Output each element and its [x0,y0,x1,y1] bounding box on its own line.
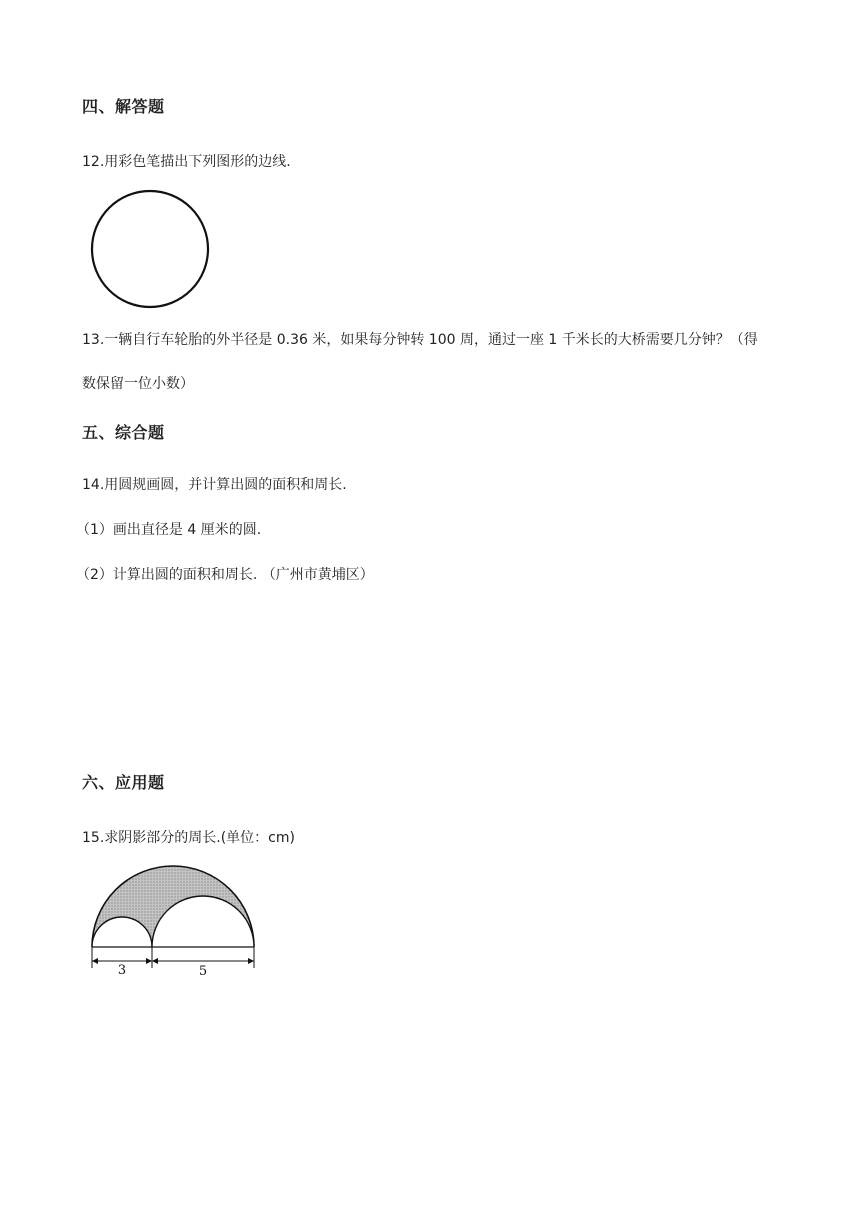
section-heading-4: 四、解答题 [82,97,165,116]
dim-label-small: 3 [117,963,127,978]
section-heading-5: 五、综合题 [82,423,165,442]
dim-arrow-mid-left [146,958,152,964]
question-13 [82,318,782,406]
dim-arrow-mid-right [152,958,158,964]
circle-outline [92,191,208,307]
question-13-line2: 数保留一位小数） [82,376,194,392]
question-14-sub2: （2）计算出圆的面积和周长. （广州市黄埔区） [76,567,374,583]
question-14-sub1: （1）画出直径是 4 厘米的圆. [76,522,262,538]
question-15-text: 15.求阴影部分的周长.(单位：cm) [82,830,295,846]
section-heading-6: 六、应用题 [82,773,165,792]
semicircles-figure [84,860,264,985]
dim-label-large: 5 [198,964,208,979]
circle-figure [86,187,214,311]
dim-arrow-left [92,958,98,964]
question-14-text: 14.用圆规画圆，并计算出圆的面积和周长. [82,477,347,493]
question-12-text: 12.用彩色笔描出下列图形的边线. [82,154,291,170]
dim-arrow-right [248,958,254,964]
question-13-line1: 13.一辆自行车轮胎的外半径是 0.36 米，如果每分钟转 100 周，通过一座 1 千米长的大桥需要几分钟？（得 [82,332,758,348]
